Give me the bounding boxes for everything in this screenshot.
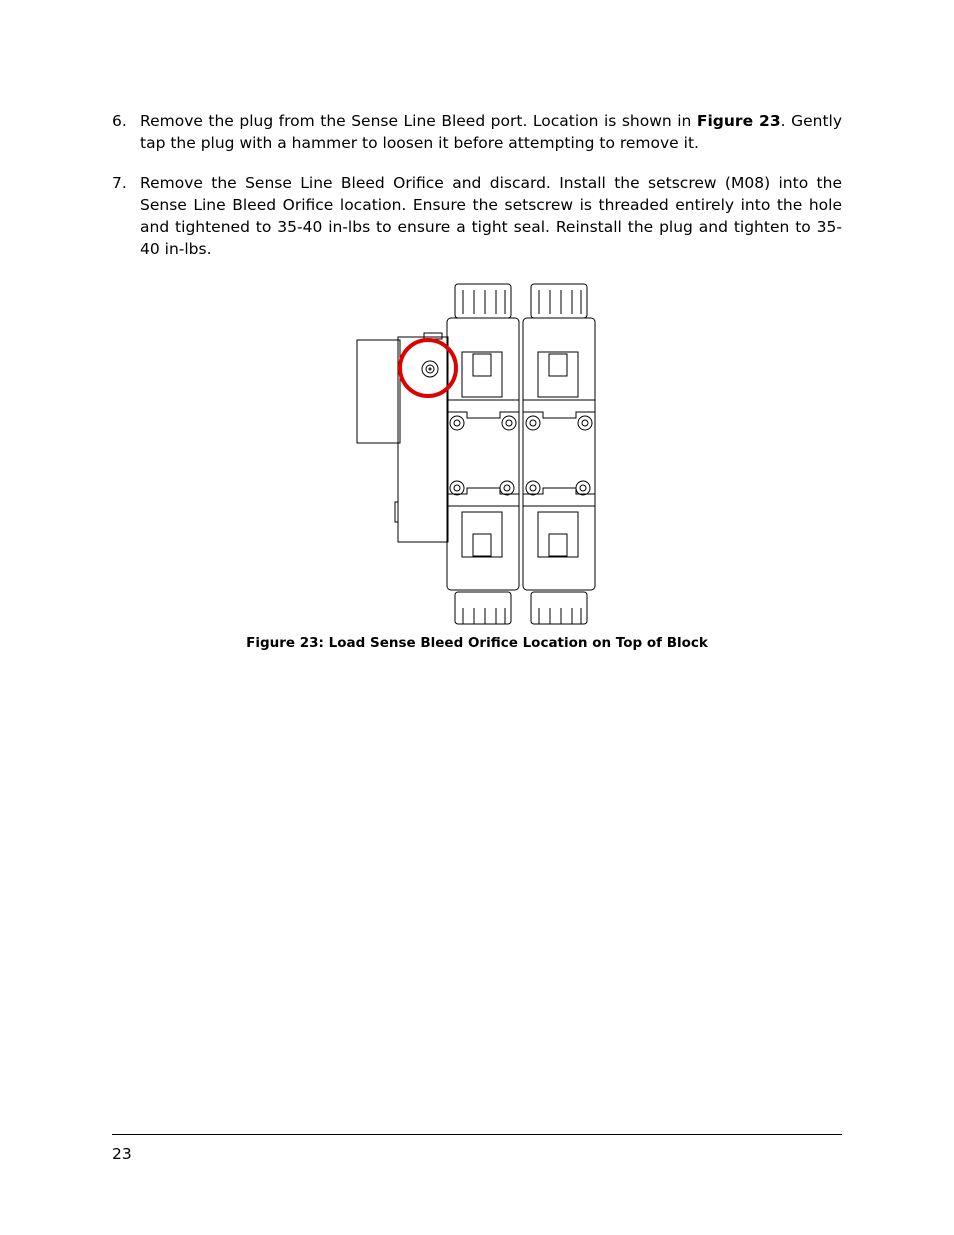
step-7 <box>112 172 842 260</box>
step-6 <box>112 110 842 154</box>
step-text-part: . Gently tap the plug with a hammer to loosen it before attempting to remove it. <box>140 112 843 152</box>
manifold-side-block <box>357 340 400 443</box>
figure-reference: Figure 23 <box>696 112 781 130</box>
bleed-port-plug <box>422 361 438 377</box>
manifold-body <box>398 337 448 542</box>
footer-rule <box>112 1134 842 1135</box>
step-text: Remove the Sense Line Bleed Orifice and discard. Install the setscrew (M08) into the Sense Line Bleed Orifice location. Ensure the setscrew is threaded entirely into the hole and tightened to 35-40 in-lbs to ensure a tight seal. Reinstall the plug and tighten to 35-40 in-lbs. <box>140 174 842 258</box>
figure-caption: Figure 23: Load Sense Bleed Orifice Location on Top of Block <box>246 635 708 651</box>
step-text <box>140 110 842 154</box>
valve-section-2 <box>523 284 595 624</box>
valve-block-figure <box>340 280 610 630</box>
valve-section-1 <box>447 284 519 624</box>
page-number: 23 <box>112 1145 132 1163</box>
step-number: 7. <box>112 174 127 192</box>
step-number: 6. <box>112 112 127 130</box>
step-text-part: Remove the plug from the Sense Line Bleed port. Location is shown in <box>140 112 697 130</box>
